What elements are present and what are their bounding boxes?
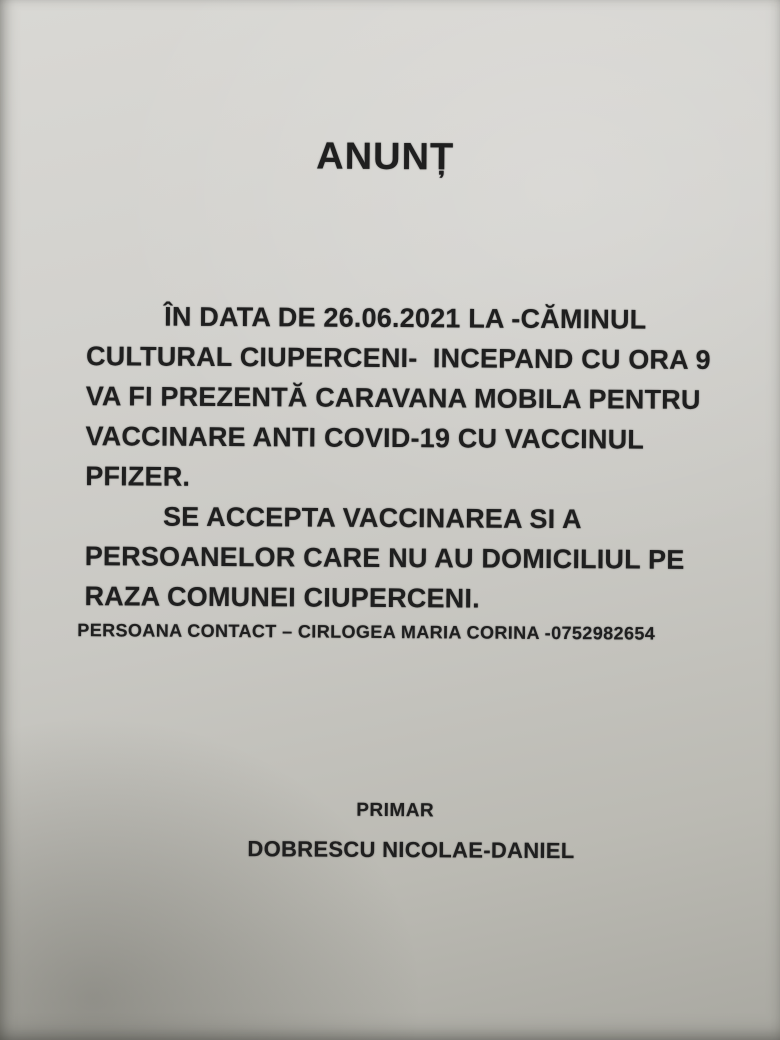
body-line: CULTURAL CIUPERCENI- INCEPAND CU ORA 9 bbox=[85, 341, 711, 375]
body-line: PERSOANELOR CARE NU AU DOMICILIUL PE bbox=[84, 541, 685, 575]
signature-role: PRIMAR bbox=[356, 799, 435, 822]
signature-name: DOBRESCU NICOLAE-DANIEL bbox=[247, 836, 575, 864]
contact-line: PERSOANA CONTACT – CIRLOGEA MARIA CORINA -0752982654 bbox=[77, 620, 656, 644]
body-line: RAZA COMUNEI CIUPERCENI. bbox=[84, 581, 480, 614]
body-line: VACCINARE ANTI COVID-19 CU VACCINUL bbox=[85, 421, 645, 455]
body-line: ÎN DATA DE 26.06.2021 LA -CĂMINUL bbox=[164, 301, 647, 335]
body-line: PFIZER. bbox=[85, 461, 191, 492]
body-line: SE ACCEPTA VACCINAREA SI A bbox=[162, 501, 582, 535]
body-line: VA FI PREZENTĂ CARAVANA MOBILA PENTRU bbox=[85, 381, 701, 415]
announcement-title: ANUNȚ bbox=[316, 135, 455, 179]
